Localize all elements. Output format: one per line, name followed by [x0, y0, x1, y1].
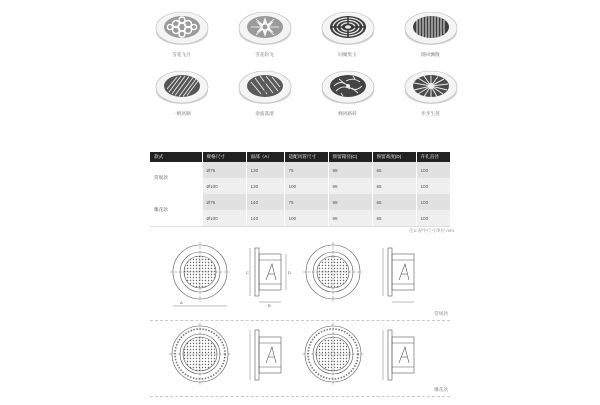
- table-cell: 65: [372, 194, 416, 210]
- table-cell: Ø75: [202, 162, 246, 178]
- product-label: 同聚集玉: [338, 52, 357, 57]
- product-label: 雪花飞月: [172, 52, 191, 57]
- side-view-drawing: [383, 330, 414, 380]
- lotus-grille-icon: [402, 67, 460, 107]
- table-cell: 65: [372, 162, 416, 178]
- header-style: 款式: [150, 152, 202, 162]
- table-cell: 140: [246, 210, 284, 226]
- product-card[interactable]: [389, 67, 472, 118]
- star-grille-icon: [236, 8, 294, 48]
- snowflake-grille-icon: [153, 8, 211, 48]
- header-size: 规格尺寸: [202, 152, 246, 162]
- product-label: 雪花纷飞: [255, 52, 274, 57]
- header-box-diameter: 预留箱径(C): [328, 152, 372, 162]
- technical-drawings: [150, 240, 450, 400]
- product-row-1: [140, 8, 472, 59]
- dimension-label: A: [180, 300, 183, 305]
- table-cell: 65: [372, 210, 416, 226]
- dimension-label: B: [268, 303, 271, 308]
- side-view-drawing: [250, 330, 281, 380]
- product-row-2: [140, 67, 472, 118]
- bars-grille-icon: [402, 8, 460, 48]
- product-grid: [140, 8, 472, 118]
- side-view-drawing: [383, 248, 414, 302]
- product-card[interactable]: [223, 8, 306, 59]
- table-cell: 100: [416, 194, 450, 210]
- table-row: [150, 194, 450, 210]
- table-cell: 100: [416, 162, 450, 178]
- table-cell: Ø100: [202, 178, 246, 194]
- table-row: [150, 162, 450, 178]
- product-label: 随风飘散: [421, 52, 440, 57]
- header-face: 面部（A）: [246, 152, 284, 162]
- diagonal-grille-icon: [153, 67, 211, 107]
- ring-grille-icon: [319, 8, 377, 48]
- header-height: 预留高度(D): [372, 152, 416, 162]
- header-duct: 适配风管尺寸: [284, 152, 328, 162]
- table-cell: 100: [416, 210, 450, 226]
- table-divider: [150, 226, 450, 227]
- table-cell: 96: [328, 210, 372, 226]
- product-label: 峰回路转: [338, 111, 357, 116]
- table-cell: 96: [328, 194, 372, 210]
- table-cell: 130: [246, 162, 284, 178]
- table-cell: Ø100: [202, 210, 246, 226]
- front-view-drawing: [303, 242, 363, 302]
- front-view-drawing: [302, 323, 364, 385]
- product-card[interactable]: [140, 67, 223, 118]
- front-view-drawing: [169, 323, 231, 385]
- table-cell: 96: [328, 178, 372, 194]
- header-hole: 开孔直径: [416, 152, 450, 162]
- swirl-grille-icon: [319, 67, 377, 107]
- dimension-label: D: [288, 270, 291, 275]
- table-cell: 130: [246, 178, 284, 194]
- front-view-drawing: [170, 242, 230, 306]
- unit-note: 注1:表中尺寸单位:mm: [409, 228, 454, 233]
- crosshatch-grille-icon: [236, 67, 294, 107]
- table-cell: 96: [328, 162, 372, 178]
- table-cell: 65: [372, 178, 416, 194]
- section-divider: [150, 396, 450, 397]
- regular-caption: 常规款: [434, 311, 448, 316]
- dimension-label: C: [246, 270, 249, 275]
- side-view-drawing: [250, 248, 286, 302]
- product-card[interactable]: [223, 67, 306, 118]
- product-label: 一帆风顺: [172, 111, 191, 116]
- table-cell: 100: [416, 178, 450, 194]
- section-divider: [150, 320, 450, 321]
- table-cell: 100: [284, 210, 328, 226]
- product-card[interactable]: [306, 8, 389, 59]
- table-cell: 75: [284, 162, 328, 178]
- product-label: 步步生莲: [421, 111, 440, 116]
- group-label: 雕花款: [150, 194, 202, 226]
- spec-table: [150, 152, 451, 226]
- product-card[interactable]: [389, 8, 472, 59]
- table-cell: 140: [246, 194, 284, 210]
- table-cell: Ø75: [202, 194, 246, 210]
- carved-caption: 雕花款: [434, 387, 448, 392]
- product-label: 余波荡漾: [255, 111, 274, 116]
- table-cell: 75: [284, 194, 328, 210]
- table-cell: 100: [284, 178, 328, 194]
- group-label: 常规款: [150, 162, 202, 194]
- product-card[interactable]: [306, 67, 389, 118]
- spec-header-row: [150, 152, 450, 162]
- product-card[interactable]: [140, 8, 223, 59]
